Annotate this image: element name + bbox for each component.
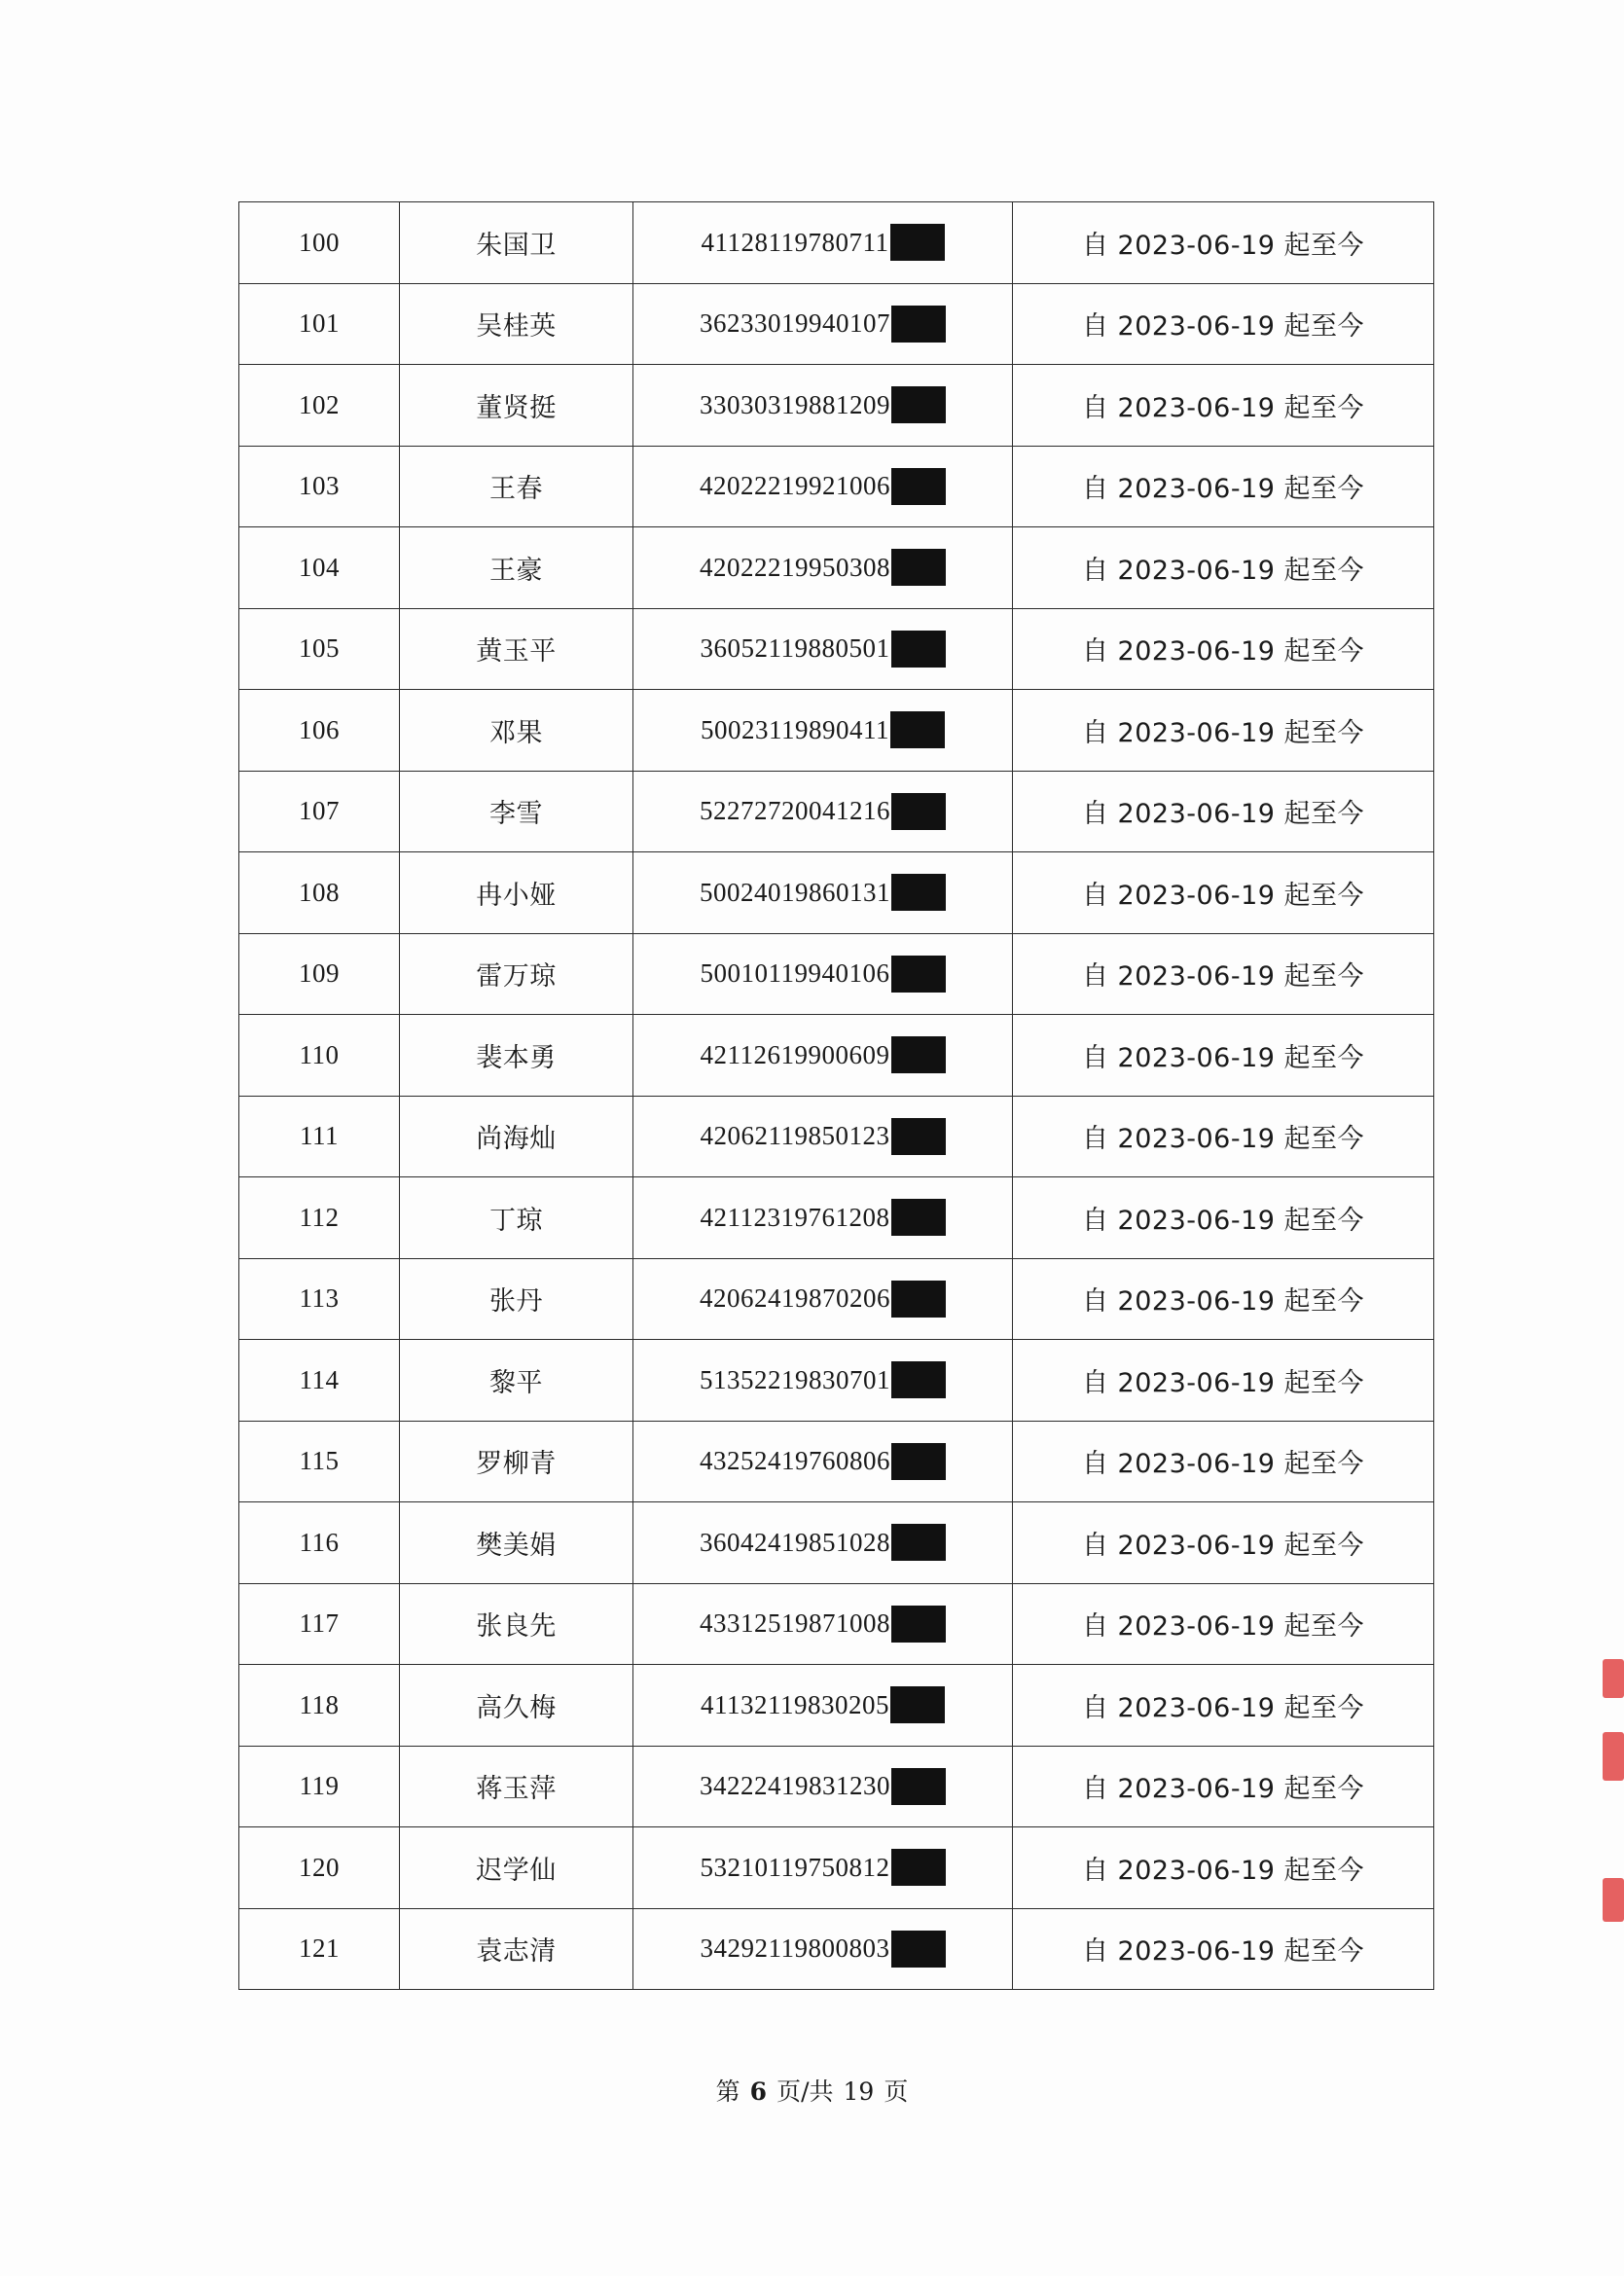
- person-name: 丁琼: [400, 1177, 633, 1259]
- row-number: 109: [239, 933, 400, 1015]
- id-number-visible: 34222419831230: [700, 1771, 890, 1801]
- person-name: 蒋玉萍: [400, 1746, 633, 1827]
- id-number-visible: 42112619900609: [700, 1039, 890, 1069]
- service-period: 自 2023-06-19 起至今: [1013, 690, 1434, 772]
- person-name: 朱国卫: [400, 202, 633, 284]
- id-number-wrapper: [701, 1036, 946, 1073]
- redaction-block: [891, 1849, 946, 1886]
- redaction-block: [891, 1036, 946, 1073]
- service-period: 自 2023-06-19 起至今: [1013, 852, 1434, 934]
- table-row: [239, 1665, 1434, 1747]
- table-row: [239, 852, 1434, 934]
- service-period: 自 2023-06-19 起至今: [1013, 446, 1434, 527]
- table-row: [239, 771, 1434, 852]
- table-row: [239, 527, 1434, 609]
- id-number-visible: 50010119940106: [700, 958, 890, 989]
- service-period: 自 2023-06-19 起至今: [1013, 608, 1434, 690]
- redaction-block: [891, 631, 946, 668]
- id-number-visible: 42062419870206: [700, 1283, 890, 1314]
- id-number-wrapper: [700, 1606, 946, 1643]
- footer-middle: 页/共: [776, 2077, 834, 2106]
- redaction-block: [891, 956, 946, 993]
- person-name: 李雪: [400, 771, 633, 852]
- id-number-cell: [633, 1665, 1013, 1747]
- row-number: 120: [239, 1827, 400, 1909]
- id-number-cell: [633, 1096, 1013, 1177]
- table-row: [239, 933, 1434, 1015]
- person-name: 王豪: [400, 527, 633, 609]
- person-name: 张丹: [400, 1258, 633, 1340]
- redaction-block: [891, 1199, 946, 1236]
- row-number: 115: [239, 1421, 400, 1502]
- row-number: 106: [239, 690, 400, 772]
- row-number: 117: [239, 1583, 400, 1665]
- roster-table: [238, 201, 1434, 1990]
- id-number-cell: [633, 1583, 1013, 1665]
- row-number: 104: [239, 527, 400, 609]
- service-period: 自 2023-06-19 起至今: [1013, 1015, 1434, 1097]
- id-number-wrapper: [700, 1281, 946, 1318]
- table-row: [239, 1096, 1434, 1177]
- roster-table-body: [239, 202, 1434, 1990]
- row-number: 101: [239, 283, 400, 365]
- table-row: [239, 365, 1434, 447]
- id-number-cell: [633, 1746, 1013, 1827]
- table-row: [239, 1583, 1434, 1665]
- person-name: 吴桂英: [400, 283, 633, 365]
- id-number-cell: [633, 527, 1013, 609]
- id-number-cell: [633, 852, 1013, 934]
- service-period: 自 2023-06-19 起至今: [1013, 1827, 1434, 1909]
- table-row: [239, 1746, 1434, 1827]
- row-number: 100: [239, 202, 400, 284]
- person-name: 高久梅: [400, 1665, 633, 1747]
- id-number-wrapper: [700, 1443, 946, 1480]
- id-number-visible: 34292119800803: [700, 1933, 890, 1964]
- table-row: [239, 1908, 1434, 1990]
- id-number-wrapper: [701, 1199, 946, 1236]
- id-number-wrapper: [700, 386, 946, 423]
- person-name: 王春: [400, 446, 633, 527]
- table-row: [239, 1502, 1434, 1584]
- id-number-cell: [633, 202, 1013, 284]
- table-row: [239, 202, 1434, 284]
- id-number-visible: 43252419760806: [700, 1446, 890, 1476]
- person-name: 黎平: [400, 1340, 633, 1422]
- person-name: 冉小娅: [400, 852, 633, 934]
- id-number-wrapper: [701, 631, 946, 668]
- redaction-block: [891, 1931, 946, 1968]
- id-number-visible: 50023119890411: [701, 714, 889, 744]
- row-number: 105: [239, 608, 400, 690]
- id-number-wrapper: [701, 1849, 946, 1886]
- id-number-cell: [633, 771, 1013, 852]
- row-number: 114: [239, 1340, 400, 1422]
- id-number-wrapper: [702, 224, 945, 261]
- id-number-cell: [633, 446, 1013, 527]
- service-period: 自 2023-06-19 起至今: [1013, 365, 1434, 447]
- redaction-block: [891, 468, 946, 505]
- footer-prefix: 第: [715, 2077, 740, 2106]
- table-row: [239, 1340, 1434, 1422]
- person-name: 罗柳青: [400, 1421, 633, 1502]
- id-number-visible: 50024019860131: [700, 877, 890, 907]
- id-number-visible: 43312519871008: [700, 1608, 890, 1639]
- id-number-wrapper: [700, 1768, 946, 1805]
- person-name: 迟学仙: [400, 1827, 633, 1909]
- id-number-cell: [633, 933, 1013, 1015]
- id-number-cell: [633, 1015, 1013, 1097]
- id-number-wrapper: [701, 1931, 946, 1968]
- seal-fragment: [1603, 1659, 1624, 1698]
- person-name: 樊美娟: [400, 1502, 633, 1584]
- service-period: 自 2023-06-19 起至今: [1013, 771, 1434, 852]
- redaction-block: [891, 1606, 946, 1643]
- service-period: 自 2023-06-19 起至今: [1013, 527, 1434, 609]
- row-number: 107: [239, 771, 400, 852]
- service-period: 自 2023-06-19 起至今: [1013, 1583, 1434, 1665]
- seal-fragment: [1603, 1732, 1624, 1781]
- id-number-visible: 53210119750812: [700, 1852, 890, 1882]
- person-name: 尚海灿: [400, 1096, 633, 1177]
- redaction-block: [890, 1686, 945, 1723]
- table-row: [239, 690, 1434, 772]
- id-number-visible: 42022219950308: [700, 552, 890, 582]
- service-period: 自 2023-06-19 起至今: [1013, 1502, 1434, 1584]
- id-number-visible: 52272720041216: [700, 796, 890, 826]
- redaction-block: [891, 386, 946, 423]
- id-number-wrapper: [700, 468, 946, 505]
- redaction-block: [891, 1443, 946, 1480]
- id-number-cell: [633, 1258, 1013, 1340]
- service-period: 自 2023-06-19 起至今: [1013, 933, 1434, 1015]
- service-period: 自 2023-06-19 起至今: [1013, 283, 1434, 365]
- row-number: 111: [239, 1096, 400, 1177]
- id-number-visible: 36233019940107: [700, 308, 890, 339]
- table-row: [239, 283, 1434, 365]
- row-number: 116: [239, 1502, 400, 1584]
- row-number: 113: [239, 1258, 400, 1340]
- row-number: 103: [239, 446, 400, 527]
- table-row: [239, 1827, 1434, 1909]
- person-name: 裴本勇: [400, 1015, 633, 1097]
- id-number-cell: [633, 1421, 1013, 1502]
- id-number-visible: 41128119780711: [701, 227, 889, 257]
- table-row: [239, 446, 1434, 527]
- id-number-wrapper: [701, 1686, 945, 1723]
- service-period: 自 2023-06-19 起至今: [1013, 1746, 1434, 1827]
- id-number-cell: [633, 1502, 1013, 1584]
- page-footer: [0, 2073, 1624, 2108]
- service-period: 自 2023-06-19 起至今: [1013, 1665, 1434, 1747]
- person-name: 袁志清: [400, 1908, 633, 1990]
- service-period: 自 2023-06-19 起至今: [1013, 1258, 1434, 1340]
- id-number-cell: [633, 1827, 1013, 1909]
- person-name: 邓果: [400, 690, 633, 772]
- service-period: 自 2023-06-19 起至今: [1013, 1340, 1434, 1422]
- id-number-cell: [633, 608, 1013, 690]
- seal-fragment: [1603, 1878, 1624, 1922]
- table-row: [239, 1015, 1434, 1097]
- id-number-cell: [633, 283, 1013, 365]
- id-number-wrapper: [700, 793, 946, 830]
- person-name: 董贤挺: [400, 365, 633, 447]
- id-number-wrapper: [700, 874, 946, 911]
- footer-total-pages: 19: [843, 2077, 875, 2106]
- row-number: 102: [239, 365, 400, 447]
- id-number-visible: 42062119850123: [700, 1121, 890, 1151]
- table-row: [239, 608, 1434, 690]
- service-period: 自 2023-06-19 起至今: [1013, 1421, 1434, 1502]
- row-number: 121: [239, 1908, 400, 1990]
- redaction-block: [891, 1281, 946, 1318]
- redaction-block: [891, 874, 946, 911]
- id-number-wrapper: [700, 1524, 946, 1561]
- id-number-wrapper: [701, 711, 945, 748]
- id-number-cell: [633, 1340, 1013, 1422]
- redaction-block: [891, 1361, 946, 1398]
- row-number: 108: [239, 852, 400, 934]
- row-number: 110: [239, 1015, 400, 1097]
- id-number-wrapper: [700, 306, 946, 343]
- id-number-visible: 36042419851028: [700, 1527, 890, 1557]
- id-number-wrapper: [701, 1118, 946, 1155]
- table-row: [239, 1177, 1434, 1259]
- id-number-visible: 42022219921006: [700, 471, 890, 501]
- footer-suffix: 页: [884, 2077, 909, 2106]
- row-number: 118: [239, 1665, 400, 1747]
- redaction-block: [890, 711, 945, 748]
- person-name: 雷万琼: [400, 933, 633, 1015]
- redaction-block: [891, 1524, 946, 1561]
- id-number-cell: [633, 365, 1013, 447]
- service-period: 自 2023-06-19 起至今: [1013, 1908, 1434, 1990]
- person-name: 张良先: [400, 1583, 633, 1665]
- id-number-cell: [633, 1908, 1013, 1990]
- id-number-wrapper: [701, 956, 946, 993]
- id-number-visible: 36052119880501: [700, 633, 890, 664]
- table-row: [239, 1421, 1434, 1502]
- redaction-block: [891, 306, 946, 343]
- service-period: 自 2023-06-19 起至今: [1013, 202, 1434, 284]
- service-period: 自 2023-06-19 起至今: [1013, 1177, 1434, 1259]
- id-number-visible: 42112319761208: [700, 1202, 890, 1232]
- table-row: [239, 1258, 1434, 1340]
- id-number-wrapper: [700, 1361, 946, 1398]
- redaction-block: [891, 1118, 946, 1155]
- redaction-block: [891, 1768, 946, 1805]
- id-number-cell: [633, 1177, 1013, 1259]
- redaction-block: [891, 793, 946, 830]
- row-number: 119: [239, 1746, 400, 1827]
- footer-page-number: 6: [749, 2077, 768, 2106]
- id-number-wrapper: [700, 549, 946, 586]
- id-number-visible: 41132119830205: [701, 1689, 889, 1719]
- id-number-visible: 33030319881209: [700, 389, 890, 419]
- redaction-block: [890, 224, 945, 261]
- id-number-visible: 51352219830701: [700, 1364, 890, 1394]
- person-name: 黄玉平: [400, 608, 633, 690]
- row-number: 112: [239, 1177, 400, 1259]
- id-number-cell: [633, 690, 1013, 772]
- service-period: 自 2023-06-19 起至今: [1013, 1096, 1434, 1177]
- redaction-block: [891, 549, 946, 586]
